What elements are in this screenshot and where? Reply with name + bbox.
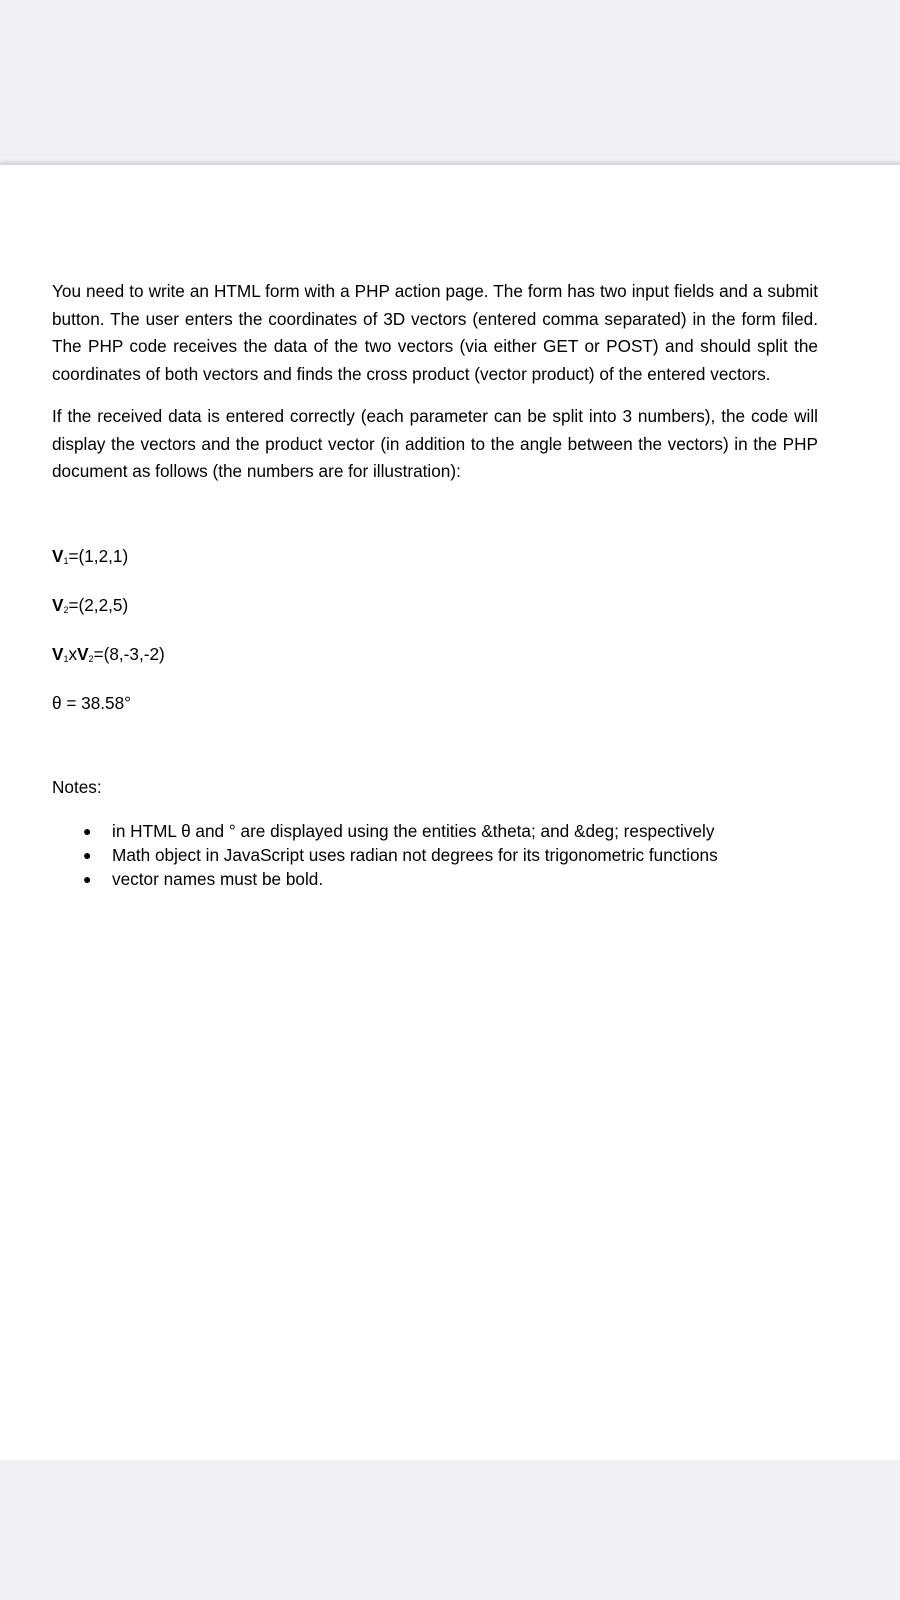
- bullet-icon: ●: [83, 822, 92, 839]
- note-item: [52, 819, 818, 843]
- product-cross-symbol: x: [68, 643, 78, 664]
- example-output: [52, 544, 818, 715]
- vector-1-name: V: [52, 545, 64, 566]
- note-text: Math object in JavaScript uses radian not degrees for its trigonometric functions: [112, 844, 718, 865]
- document-content: [52, 278, 818, 891]
- product-vector-a-subscript: 1: [63, 653, 69, 664]
- bullet-icon: ●: [83, 846, 92, 863]
- product-vector-b-name: V: [77, 643, 89, 664]
- top-background: [0, 0, 900, 162]
- vector-1-line: [52, 544, 818, 573]
- angle-line: θ = 38.58°: [52, 692, 132, 713]
- note-text: in HTML θ and ° are displayed using the entities &theta; and &deg; respectively: [112, 820, 715, 841]
- product-vector-a-name: V: [52, 643, 64, 664]
- vector-1-value: =(1,2,1): [68, 545, 129, 566]
- notes-list: [52, 819, 818, 891]
- product-vector-b-subscript: 2: [88, 653, 94, 664]
- intro-paragraph: You need to write an HTML form with a PHP action page. The form has two input fields and a submit button. The user enters the coordinates of 3D vectors (entered comma separated) in the form filed. The PHP code receives the data of the two vectors (via either GET or POST) and should split the coordinates of both vectors and finds the cross product (vector product) of the entered vectors.: [52, 281, 818, 384]
- output-description-paragraph: If the received data is entered correctly (each parameter can be split into 3 numbers), the code will display the vectors and the product vector (in addition to the angle between the vectors) in the PHP document as follows (the numbers are for illustration):: [52, 406, 818, 481]
- bullet-icon: ●: [83, 870, 92, 887]
- vector-2-value: =(2,2,5): [68, 594, 129, 615]
- cross-product-line: [52, 642, 818, 671]
- note-text: vector names must be bold.: [112, 868, 324, 889]
- vector-2-subscript: 2: [63, 604, 69, 615]
- note-item: [52, 843, 818, 867]
- bottom-background: [0, 1460, 900, 1600]
- vector-2-name: V: [52, 594, 64, 615]
- document-page: [0, 165, 900, 1460]
- vector-1-subscript: 1: [63, 555, 69, 566]
- vector-2-line: [52, 593, 818, 622]
- note-item: [52, 867, 818, 891]
- product-value: =(8,-3,-2): [93, 643, 165, 664]
- notes-title: Notes:: [52, 776, 102, 797]
